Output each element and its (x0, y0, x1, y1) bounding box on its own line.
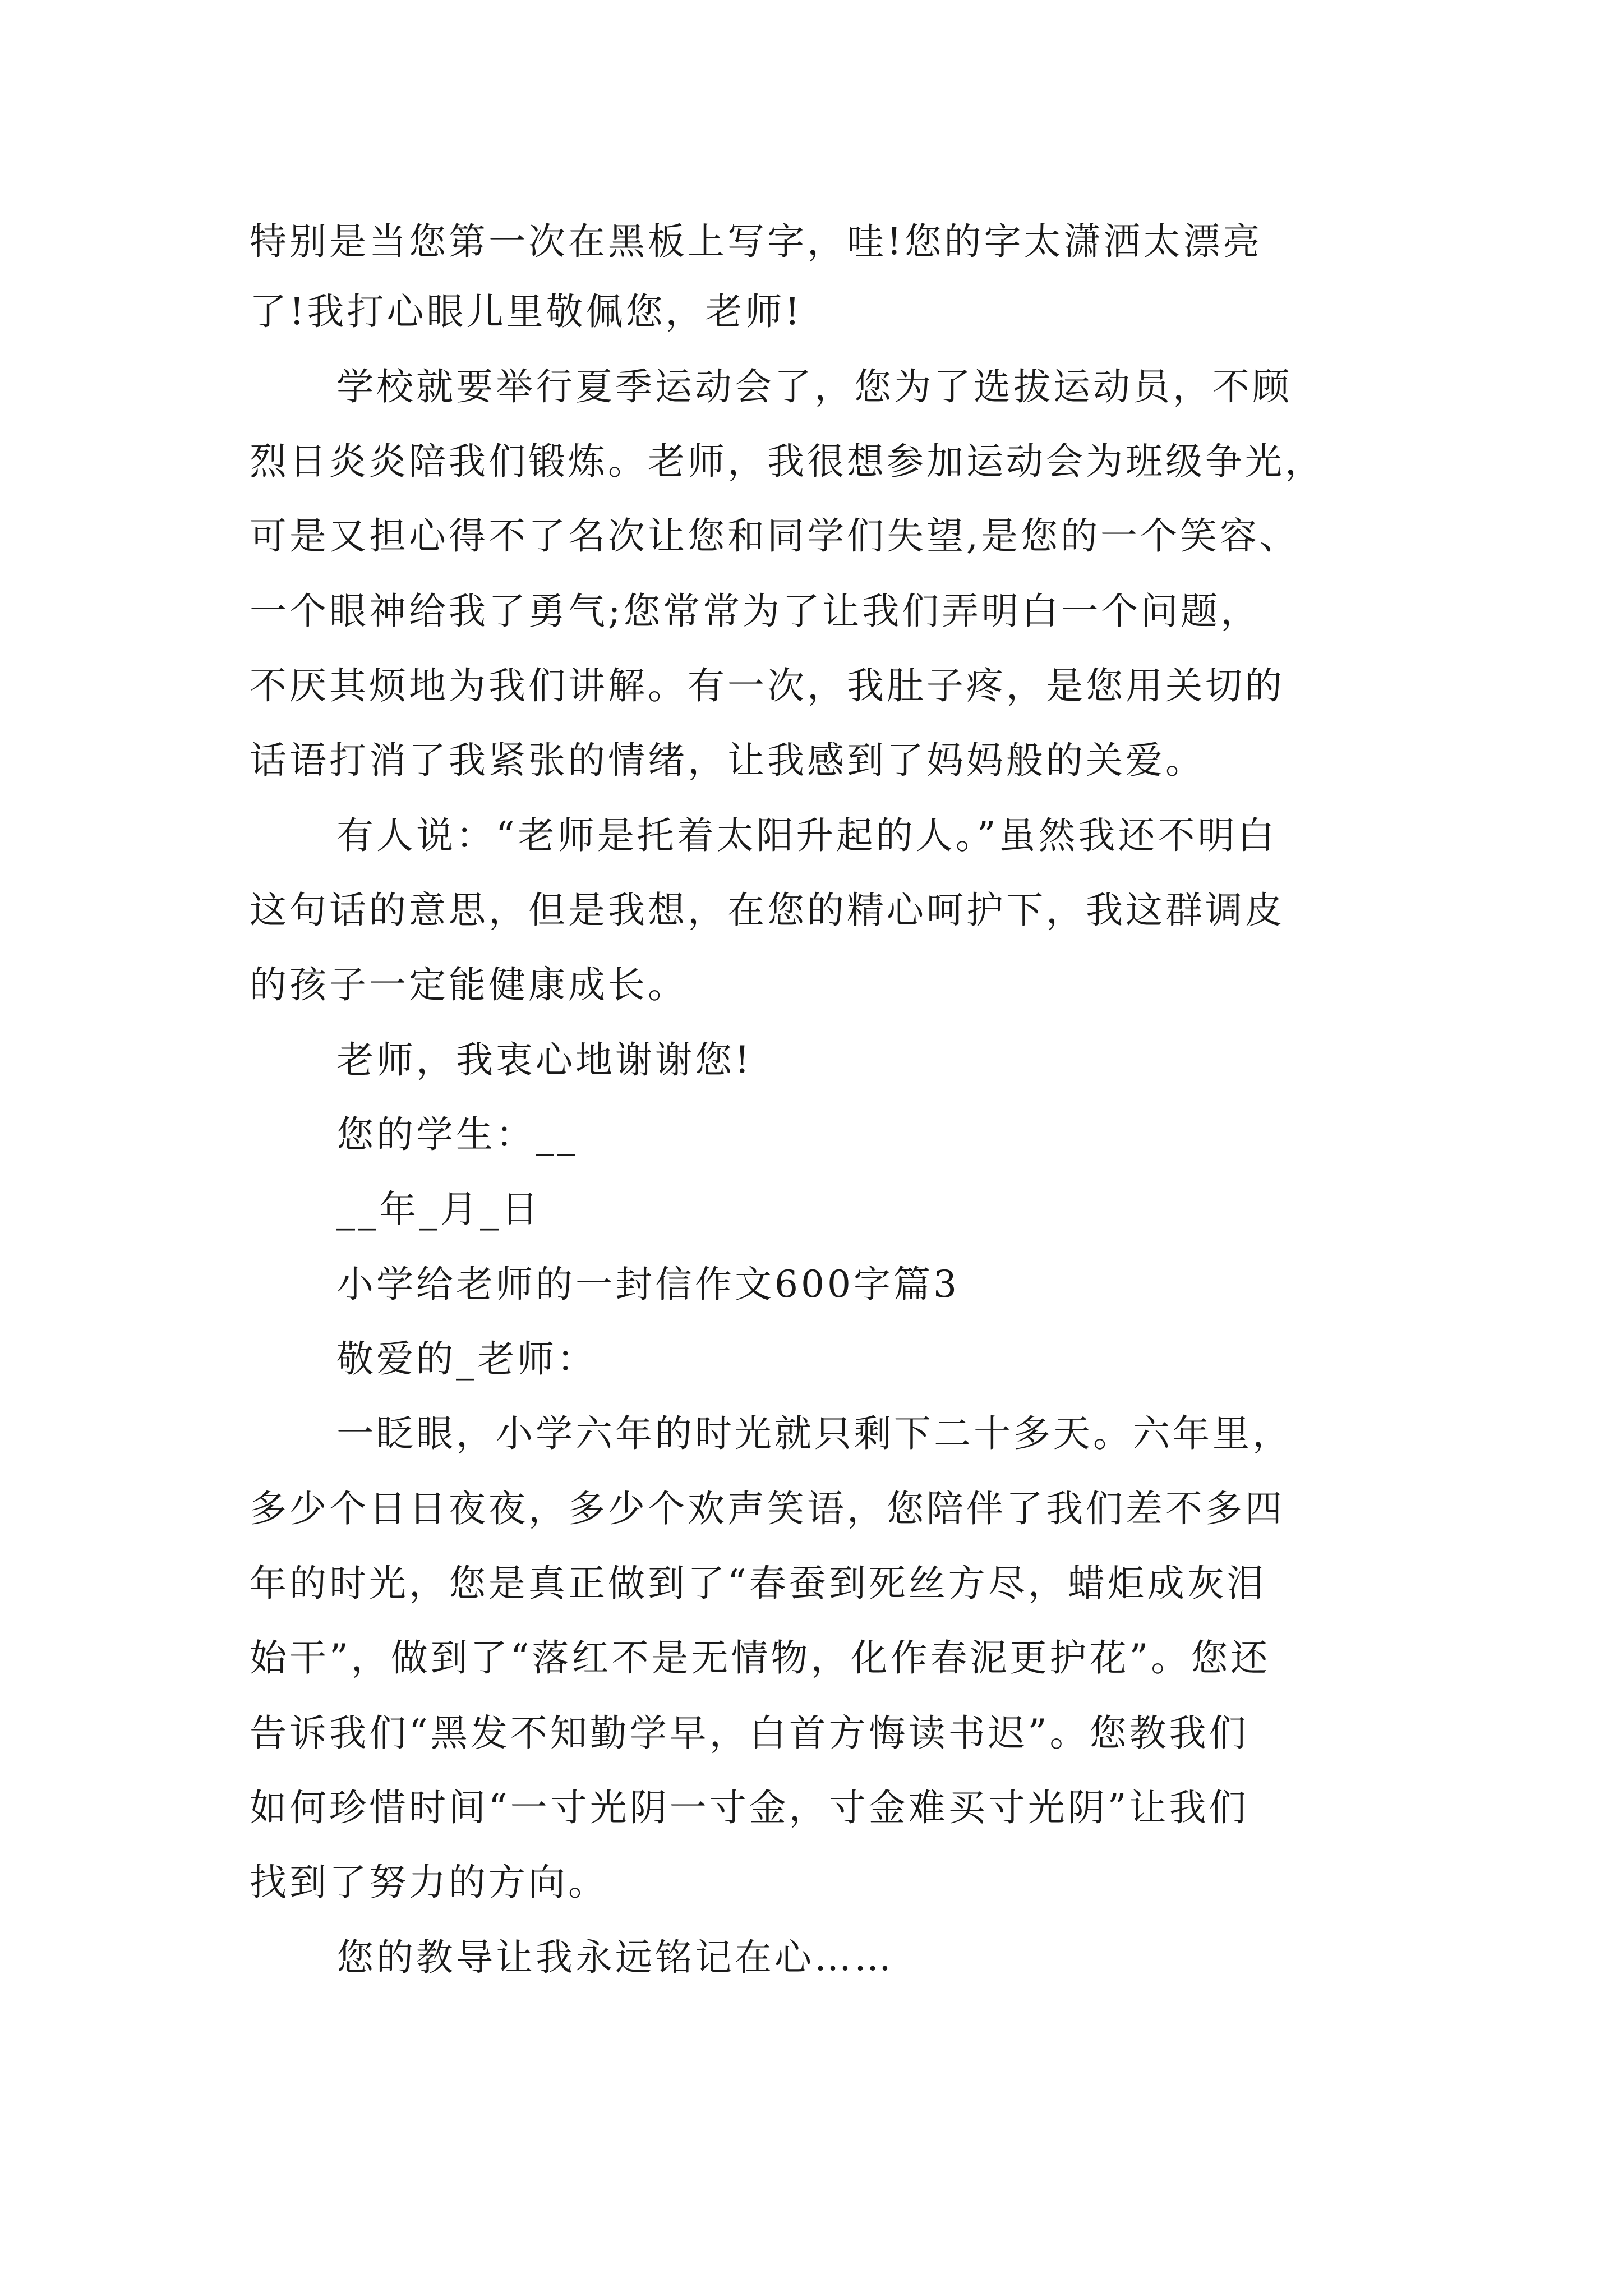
text-line: 您的学生：__ (336, 1113, 578, 1156)
text-line: __年_月_日 (336, 1188, 541, 1231)
text-line: 一个眼神给我了勇气;您常常为了让我们弄明白一个问题， (250, 590, 1261, 633)
text-line: 了!我打心眼儿里敬佩您，老师! (250, 290, 803, 333)
text-line: 不厌其烦地为我们讲解。有一次，我肚子疼，是您用关切的 (250, 664, 1285, 707)
text-line: 学校就要举行夏季运动会了，您为了选拔运动员，不顾 (336, 365, 1292, 408)
text-line: 的孩子一定能健康成长。 (250, 963, 688, 1006)
text-line: 告诉我们“黑发不知勤学早，白首方悔读书迟”。您教我们 (250, 1711, 1249, 1755)
text-line: 如何珍惜时间“一寸光阴一寸金，寸金难买寸光阴”让我们 (250, 1786, 1249, 1829)
text-line: 可是又担心得不了名次让您和同学们失望,是您的一个笑容、 (250, 514, 1299, 558)
text-line: 找到了努力的方向。 (250, 1861, 608, 1904)
text-line: 有人说：“老师是托着太阳升起的人。”虽然我还不明白 (336, 814, 1278, 857)
text-line: 多少个日日夜夜，多少个欢声笑语，您陪伴了我们差不多四 (250, 1487, 1285, 1530)
text-line: 敬爱的_老师： (336, 1337, 597, 1381)
text-line: 烈日炎炎陪我们锻炼。老师，我很想参加运动会为班级争光， (250, 440, 1325, 483)
text-line: 特别是当您第一次在黑板上写字，哇!您的字太潇洒太漂亮 (250, 220, 1263, 263)
text-line: 始干”，做到了“落红不是无情物，化作春泥更护花”。您还 (250, 1636, 1271, 1680)
text-line: 话语打消了我紧张的情绪，让我感到了妈妈般的关爱。 (250, 739, 1205, 782)
section-heading: 小学给老师的一封信作文600字篇3 (336, 1263, 960, 1306)
text-line: 您的教导让我永远铭记在心…… (336, 1936, 894, 1979)
text-line: 一眨眼，小学六年的时光就只剩下二十多天。六年里， (336, 1412, 1292, 1455)
text-line: 老师，我衷心地谢谢您! (336, 1038, 753, 1082)
text-line: 年的时光，您是真正做到了“春蚕到死丝方尽，蜡炬成灰泪 (250, 1562, 1267, 1605)
text-line: 这句话的意思，但是我想，在您的精心呵护下，我这群调皮 (250, 889, 1285, 932)
